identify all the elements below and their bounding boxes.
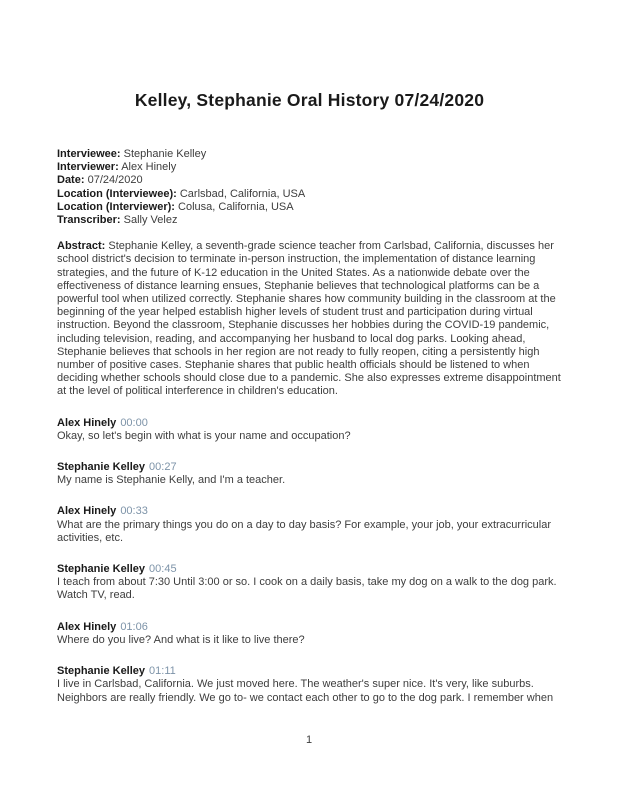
speaker-name: Stephanie Kelley [57, 665, 146, 678]
metadata-label: Transcriber: [57, 214, 121, 227]
turn-text: My name is Stephanie Kelly, and I'm a teacher. [57, 474, 286, 487]
speaker-line [57, 461, 562, 474]
metadata-label: Interviewer: [57, 161, 119, 174]
metadata-block [57, 148, 562, 227]
timestamp: 01:11 [149, 665, 176, 678]
speaker-line [57, 505, 562, 518]
metadata-line-interviewer [57, 161, 562, 174]
speaker-line [57, 417, 562, 430]
transcript-turn [57, 563, 562, 603]
metadata-line-interviewee [57, 148, 562, 161]
speaker-name: Stephanie Kelley [57, 563, 146, 576]
timestamp: 00:00 [120, 416, 148, 429]
turn-text: I teach from about 7:30 Until 3:00 or so. I cook on a daily basis, take my dog on a walk to the dog park. Watch TV, read. [57, 576, 557, 602]
metadata-value: Sally Velez [123, 214, 178, 227]
transcript-turn [57, 621, 562, 647]
transcript-turn [57, 665, 562, 705]
speaker-name: Alex Hinely [57, 620, 117, 633]
metadata-line-location-interviewer [57, 201, 562, 214]
metadata-line-location-interviewee [57, 188, 562, 201]
speaker-name: Alex Hinely [57, 505, 117, 518]
speaker-line [57, 563, 562, 576]
abstract-paragraph [57, 240, 562, 398]
metadata-line-transcriber [57, 214, 562, 227]
timestamp: 01:06 [120, 620, 148, 633]
metadata-label: Interviewee: [57, 148, 121, 160]
speaker-line [57, 621, 562, 634]
metadata-label: Date: [57, 174, 85, 187]
abstract-text: Stephanie Kelley, a seventh-grade science teacher from Carlsbad, California, discusses her school district's decision to terminate in-person instruction, the implementation of distance learning strategies, and the future of K-12 education in the United States. As a nationwide debate over the effectiveness of distance learning ensues, Stephanie believes that technological platforms can be a powerful tool when utilized correctly. Stephanie shares how community building in the classroom at the beginning of the year helped establish higher levels of student trust and participation during virtual instruction. Beyond the classroom, Stephanie discusses her hobbies during the COVID-19 pandemic, including television, reading, and accompanying her husband to local dog parks. Looking ahead, Stephanie believes that schools in her region are not ready to fully reopen, citing a persistently high number of positive cases. Stephanie shares that public health officials should be listened to when deciding whether schools should close due to a pandemic. She also expresses extreme disappointment at the level of political interference in children's education. [57, 240, 561, 398]
speaker-line [57, 665, 562, 678]
turn-text: Okay, so let's begin with what is your name and occupation? [57, 429, 351, 442]
metadata-label: Location (Interviewee): [57, 187, 177, 200]
transcript-turn [57, 505, 562, 545]
transcript-turn [57, 461, 562, 487]
speaker-name: Alex Hinely [57, 416, 117, 429]
metadata-value: Alex Hinely [121, 161, 177, 174]
metadata-value: Stephanie Kelley [123, 148, 207, 160]
metadata-line-date [57, 174, 562, 187]
turn-text: I live in Carlsbad, California. We just moved here. The weather's super nice. It's very, like suburbs. Neighbors are really friendly. We go to- we contact each other to go to the dog park. I remember when [57, 678, 554, 704]
metadata-value: Colusa, California, USA [178, 200, 294, 213]
metadata-value: 07/24/2020 [87, 174, 143, 187]
speaker-name: Stephanie Kelley [57, 461, 146, 474]
timestamp: 00:33 [120, 505, 148, 518]
abstract-label: Abstract: [57, 240, 106, 253]
turn-text: What are the primary things you do on a day to day basis? For example, your job, your extracurricular activities, etc. [57, 518, 552, 544]
metadata-value: Carlsbad, California, USA [179, 187, 306, 200]
page-number: 1 [305, 734, 313, 746]
turn-text: Where do you live? And what is it like to live there? [57, 633, 305, 646]
document-title: Kelley, Stephanie Oral History 07/24/2020 [134, 90, 485, 110]
metadata-label: Location (Interviewer): [57, 200, 175, 213]
timestamp: 00:27 [149, 461, 177, 474]
transcript-turn [57, 417, 562, 443]
timestamp: 00:45 [149, 563, 177, 576]
